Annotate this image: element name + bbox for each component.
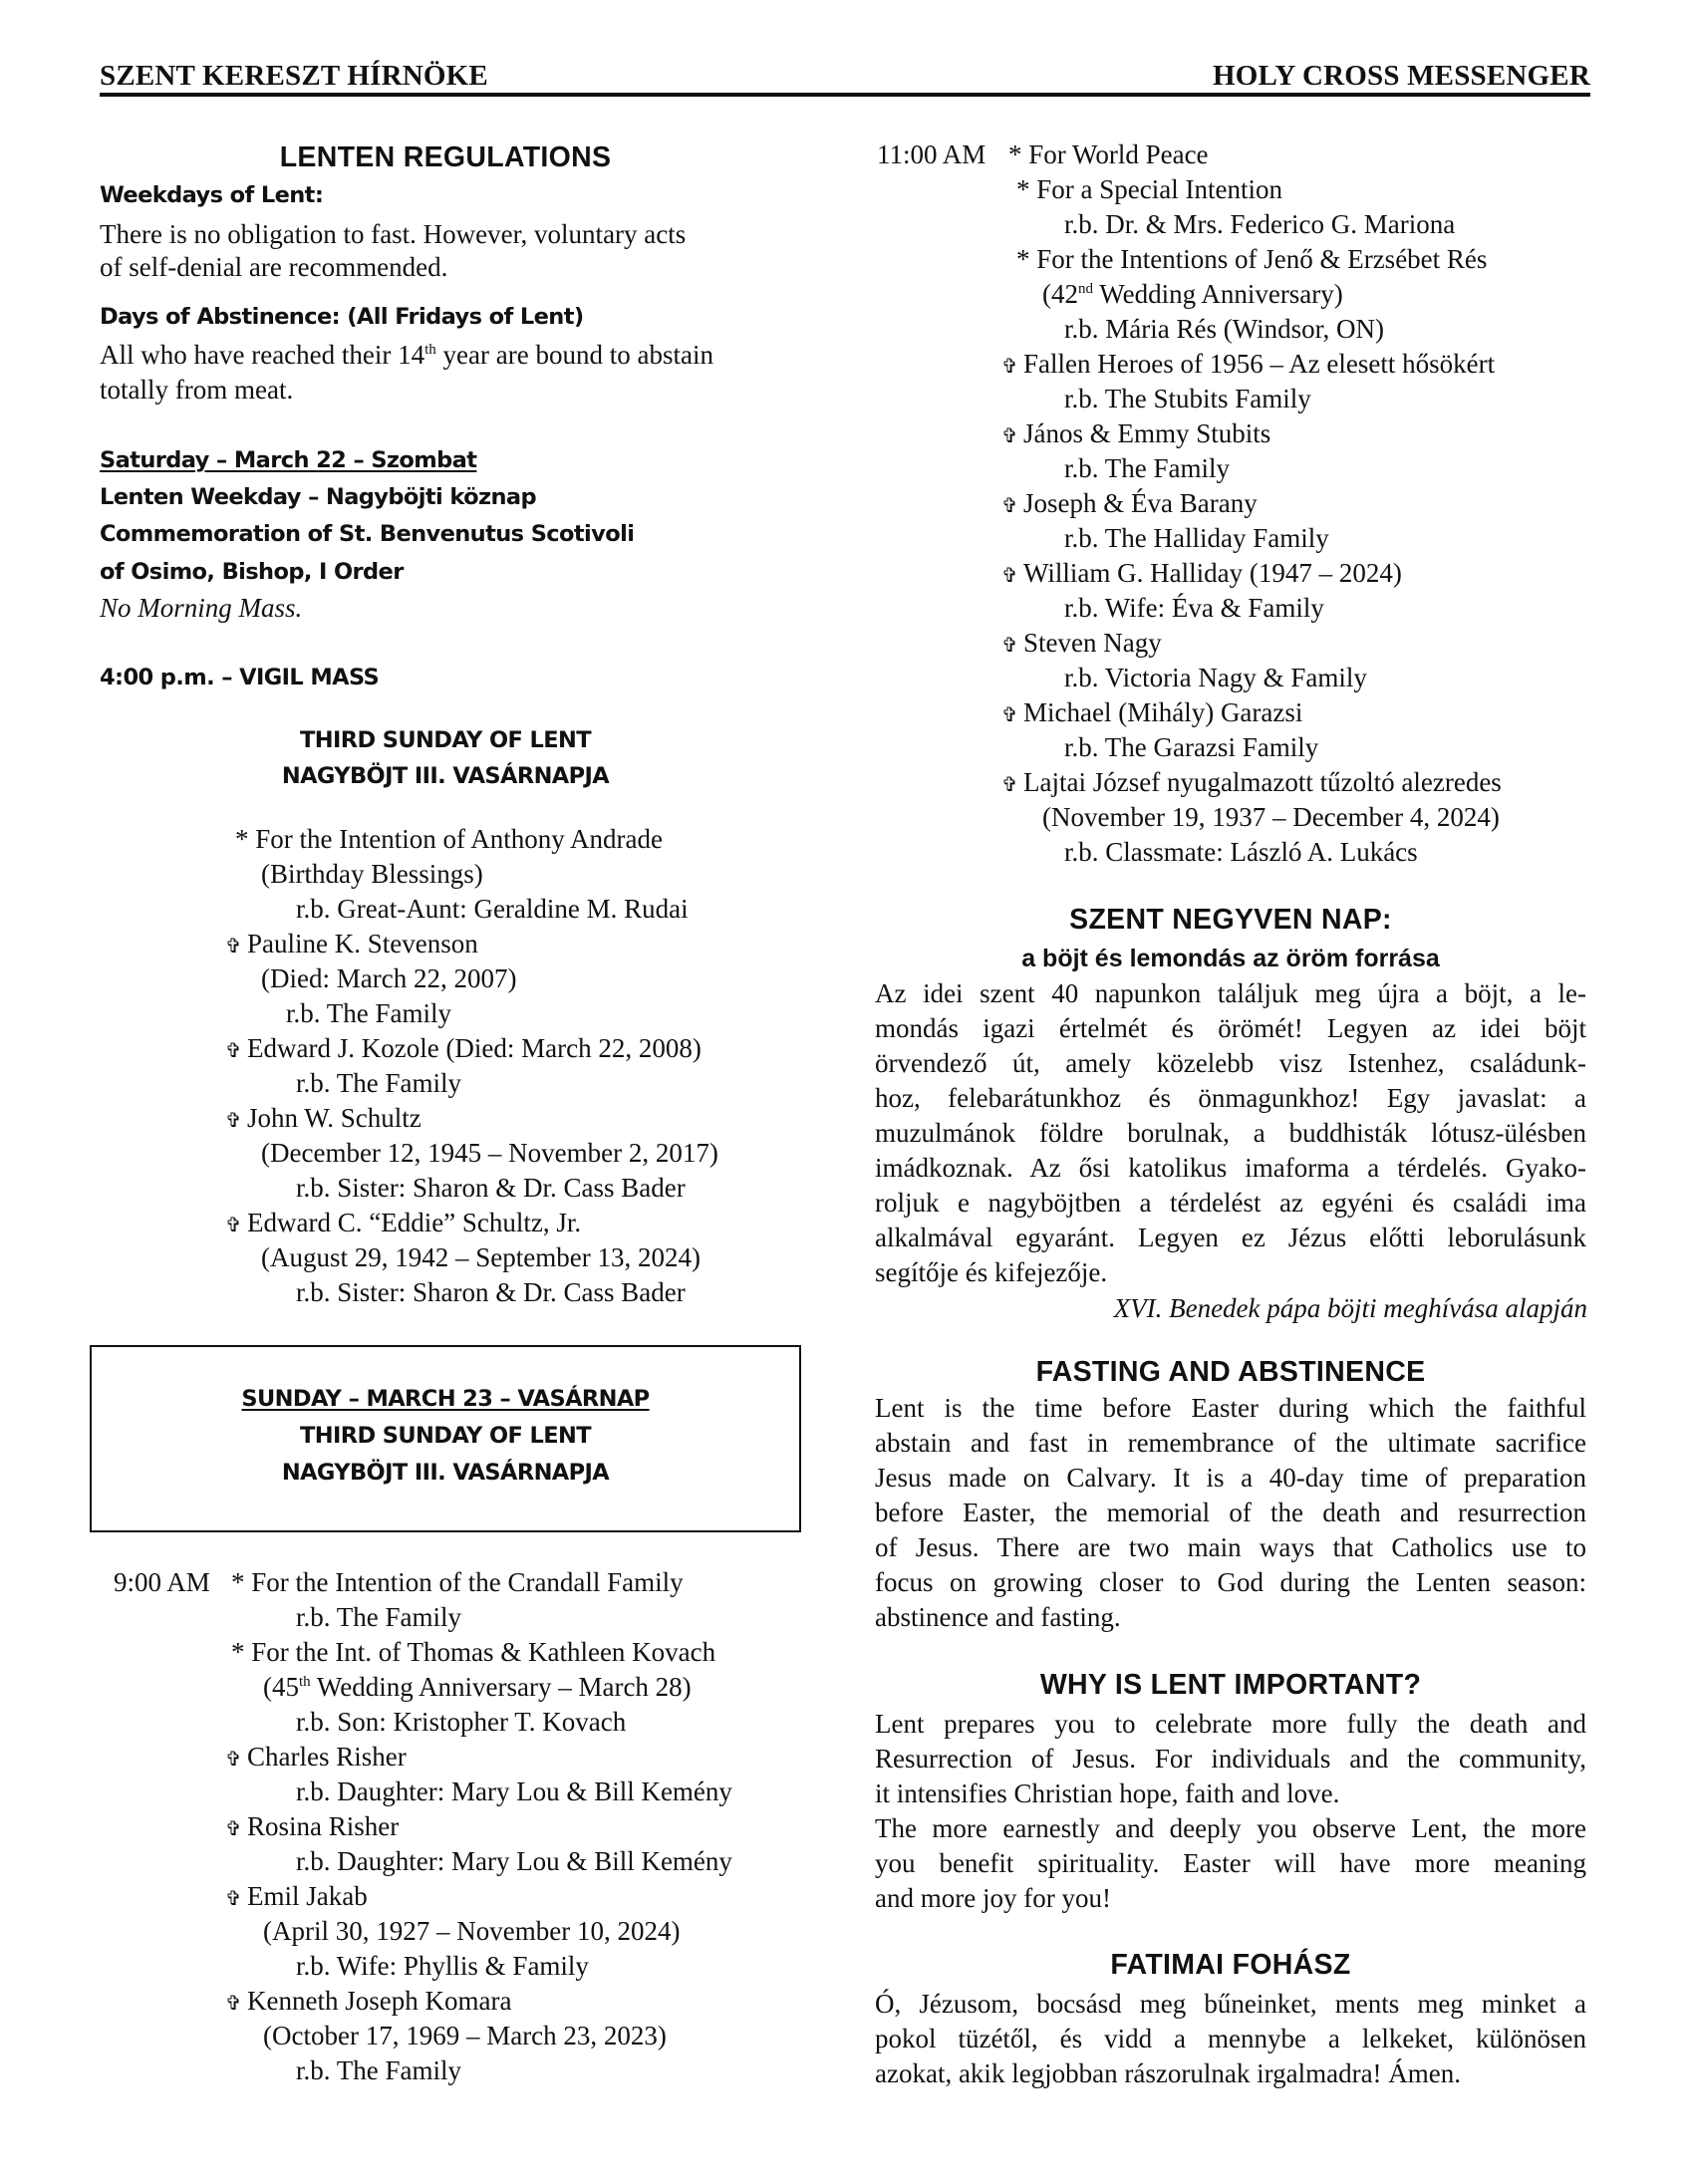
paragraph-line-text: Ó, Jézusom, bocsásd meg bűneinket, ments meg minket a (875, 1989, 1586, 2019)
paragraph-line-text: azokat, akik legjobban rászorulnak irgalmadra! Ámen. (875, 2058, 1462, 2088)
intention-text: Emil Jakab (247, 1881, 368, 1911)
intention-line (1064, 451, 1230, 486)
header-title-hungarian: SZENT KERESZT HÍRNÖKE (100, 60, 488, 92)
saturday-weekday-line: Lenten Weekday – Nagyböjti köznap (100, 484, 536, 510)
intention-line (263, 2019, 667, 2053)
saturday-commemoration-1: Commemoration of St. Benvenutus Scotivoli (100, 521, 635, 547)
weekdays-heading: Weekdays of Lent: (100, 182, 324, 208)
intention-text: Wedding Anniversary) (1093, 279, 1343, 309)
intention-line (1064, 207, 1455, 242)
intention-text: r.b. Mária Rés (Windsor, ON) (1064, 314, 1385, 344)
saturday-note: No Morning Mass. (100, 593, 303, 623)
intention-text: (October 17, 1969 – March 23, 2023) (263, 2021, 667, 2050)
sunday-feast-1: THIRD SUNDAY OF LENT (300, 1423, 591, 1449)
intention-line (261, 961, 516, 996)
intention-text: Kenneth Joseph Komara (247, 1986, 512, 2016)
intention-line (1008, 137, 1209, 172)
paragraph-line (875, 1391, 1586, 1426)
paragraph-line-text: and more joy for you! (875, 1883, 1111, 1913)
ordinal-suffix: nd (1078, 281, 1093, 297)
intention-line (225, 1031, 702, 1066)
intention-text: Steven Nagy (1023, 628, 1162, 658)
intention-text: r.b. Victoria Nagy & Family (1064, 663, 1367, 692)
intention-line (296, 1275, 686, 1310)
intention-line (286, 996, 451, 1031)
mass-time-11am: 11:00 AM (877, 139, 986, 169)
sunday-feast-2: NAGYBÖJT III. VASÁRNAPJA (281, 1460, 610, 1486)
intention-text: Pauline K. Stevenson (247, 929, 478, 958)
intention-line (1001, 626, 1162, 661)
paragraph-line (875, 1116, 1586, 1151)
intention-text: (Birthday Blessings) (261, 859, 483, 889)
asterisk-icon: * (231, 1567, 252, 1597)
intention-line (1064, 382, 1311, 416)
paragraph-line (875, 1707, 1586, 1742)
paragraph-line-text: Lent is the time before Easter during which the faithful (875, 1393, 1586, 1423)
abstinence-text-1 (100, 338, 713, 373)
intention-line (1001, 486, 1258, 521)
paragraph-line-text: Az idei szent 40 napunkon találjuk meg újra a böjt, a le- (875, 978, 1586, 1008)
abstinence-text-post: year are bound to abstain (435, 340, 713, 370)
intention-text: r.b. Wife: Phyllis & Family (296, 1951, 589, 1981)
asterisk-icon: * (235, 824, 256, 854)
latin-cross-icon: ✞ (1001, 563, 1018, 587)
paragraph-line (875, 1530, 1586, 1565)
mass-time-9am: 9:00 AM (114, 1567, 210, 1597)
intention-text: r.b. The Family (1064, 453, 1230, 483)
intention-text: r.b. Sister: Sharon & Dr. Cass Bader (296, 1173, 686, 1203)
paragraph-line (875, 2022, 1586, 2056)
intention-line (231, 1635, 715, 1670)
szent-negyven-nap-attribution: XVI. Benedek pápa böjti meghívása alapján (1113, 1293, 1587, 1323)
weekdays-text-1: There is no obligation to fast. However, voluntary acts (100, 219, 687, 249)
fatimai-title: FATIMAI FOHÁSZ (1110, 1949, 1351, 1981)
intention-line (1001, 347, 1495, 382)
paragraph-line-text: hoz, felebarátunkhoz és önmagunkhoz! Egy javaslat: a (875, 1083, 1586, 1113)
paragraph-line (875, 976, 1586, 1011)
intention-line (1016, 242, 1487, 277)
intention-text: (November 19, 1937 – December 4, 2024) (1042, 802, 1500, 832)
intention-line (225, 1879, 368, 1914)
intention-text: r.b. Daughter: Mary Lou & Bill Kemény (296, 1776, 732, 1806)
intention-text: For the Intentions of Jenő & Erzsébet Rés (1036, 244, 1488, 274)
why-lent-title: WHY IS LENT IMPORTANT? (1039, 1669, 1422, 1701)
paragraph-line-text: Lent prepares you to celebrate more fully the death and (875, 1709, 1586, 1739)
intention-text: r.b. Dr. & Mrs. Federico G. Mariona (1064, 209, 1456, 239)
latin-cross-icon: ✞ (225, 934, 242, 957)
abstinence-heading: Days of Abstinence: (All Fridays of Lent) (100, 304, 584, 330)
intention-line (1001, 556, 1402, 591)
intention-text: r.b. Great-Aunt: Geraldine M. Rudai (296, 894, 689, 924)
intention-line (1042, 800, 1500, 835)
asterisk-icon: * (231, 1637, 252, 1667)
intention-text: Michael (Mihály) Garazsi (1023, 697, 1303, 727)
intention-line (231, 1565, 684, 1600)
intention-text: r.b. The Halliday Family (1064, 523, 1329, 553)
intention-line (296, 2053, 461, 2088)
intention-text: For the Int. of Thomas & Kathleen Kovach (251, 1637, 716, 1667)
paragraph-line (875, 1987, 1586, 2022)
latin-cross-icon: ✞ (1001, 493, 1018, 517)
paragraph-line-text: pokol tüzétől, és vidd a mennybe a lelkeket, különösen (875, 2024, 1586, 2053)
intention-text: Edward C. “Eddie” Schultz, Jr. (247, 1208, 582, 1237)
intention-text: Rosina Risher (247, 1811, 400, 1841)
paragraph-line (875, 1221, 1586, 1255)
sunday-date-line: SUNDAY – MARCH 23 – VASÁRNAP (241, 1386, 650, 1412)
paragraph-line (875, 1426, 1586, 1461)
fasting-title: FASTING AND ABSTINENCE (1035, 1356, 1426, 1388)
intention-text: (August 29, 1942 – September 13, 2024) (261, 1242, 701, 1272)
intention-line (225, 1809, 399, 1844)
szent-negyven-nap-subtitle: a böjt és lemondás az öröm forrása (1021, 945, 1440, 972)
intention-text: For a Special Intention (1036, 174, 1282, 204)
intention-line (1064, 835, 1418, 870)
latin-cross-icon: ✞ (225, 1747, 242, 1771)
paragraph-line-text: of Jesus. There are two main ways that Catholics use to (875, 1532, 1586, 1562)
paragraph-line-text: abstain and fast in remembrance of the ultimate sacrifice (875, 1428, 1586, 1458)
intention-line (296, 1949, 589, 1984)
intention-line (261, 1240, 701, 1275)
paragraph-line-text: focus on growing closer to God during the Lenten season: (875, 1567, 1586, 1597)
asterisk-icon: * (1008, 139, 1029, 169)
latin-cross-icon: ✞ (1001, 702, 1018, 726)
intention-line (296, 1844, 732, 1879)
ordinal-suffix: th (299, 1674, 311, 1690)
paragraph-line (875, 1186, 1586, 1221)
asterisk-icon: * (1016, 244, 1037, 274)
paragraph-line (875, 1151, 1586, 1186)
paragraph-line (875, 1846, 1586, 1881)
latin-cross-icon: ✞ (225, 1991, 242, 2015)
intention-text: Lajtai József nyugalmazott tűzoltó alezredes (1023, 767, 1502, 797)
saturday-feast-1: THIRD SUNDAY OF LENT (300, 727, 591, 753)
intention-text: John W. Schultz (247, 1103, 422, 1133)
paragraph-line-text: abstinence and fasting. (875, 1602, 1121, 1632)
paragraph-line (875, 1255, 1586, 1290)
latin-cross-icon: ✞ (225, 1816, 242, 1840)
intention-text-pre: (45 (263, 1672, 299, 1702)
intention-line (225, 1206, 581, 1240)
intention-line (263, 1914, 680, 1949)
latin-cross-icon: ✞ (225, 1038, 242, 1062)
abstinence-text-pre: All who have reached their 14 (100, 340, 425, 370)
intention-line (1001, 695, 1302, 730)
intention-line (296, 1171, 686, 1206)
intention-text: r.b. The Family (296, 1602, 461, 1632)
intention-line (225, 927, 478, 961)
intention-text: Charles Risher (247, 1742, 407, 1772)
latin-cross-icon: ✞ (1001, 633, 1018, 657)
saturday-feast-2: NAGYBÖJT III. VASÁRNAPJA (281, 763, 610, 789)
intention-text: János & Emmy Stubits (1023, 418, 1271, 448)
intention-line (1042, 277, 1343, 312)
paragraph-line-text: Jesus made on Calvary. It is a 40-day time of preparation (875, 1463, 1586, 1493)
intention-text: r.b. The Family (296, 2055, 461, 2085)
intention-line (263, 1670, 692, 1705)
paragraph-line (875, 1461, 1586, 1496)
intention-text: r.b. The Family (286, 998, 451, 1028)
paragraph-line (875, 1776, 1586, 1811)
intention-text: Wedding Anniversary – March 28) (310, 1672, 692, 1702)
paragraph-line (875, 1081, 1586, 1116)
latin-cross-icon: ✞ (1001, 354, 1018, 378)
intention-text: (December 12, 1945 – November 2, 2017) (261, 1138, 718, 1168)
paragraph-line (875, 1742, 1586, 1776)
weekdays-text-2: of self-denial are recommended. (100, 252, 448, 282)
intention-text-pre: (42 (1042, 279, 1078, 309)
intention-line (1001, 416, 1270, 451)
latin-cross-icon: ✞ (225, 1213, 242, 1236)
asterisk-icon: * (1016, 174, 1037, 204)
intention-line (1064, 661, 1367, 695)
paragraph-line-text: it intensifies Christian hope, faith and love. (875, 1778, 1340, 1808)
paragraph-line-text: örvendező út, amely közelebb visz Istenhez, családunk- (875, 1048, 1586, 1078)
intention-text: Edward J. Kozole (Died: March 22, 2008) (247, 1033, 702, 1063)
intention-text: Joseph & Éva Barany (1023, 488, 1258, 518)
paragraph-line (875, 1811, 1586, 1846)
paragraph-line (875, 1496, 1586, 1530)
saturday-commemoration-2: of Osimo, Bishop, I Order (100, 559, 404, 585)
intention-line (1064, 591, 1324, 626)
intention-line (1064, 312, 1384, 347)
intention-line (1064, 730, 1318, 765)
paragraph-line-text: Resurrection of Jesus. For individuals and the community, (875, 1744, 1586, 1774)
paragraph-line-text: segítője és kifejezője. (875, 1257, 1108, 1287)
intention-text: r.b. Classmate: László A. Lukács (1064, 837, 1418, 867)
paragraph-line (875, 1046, 1586, 1081)
paragraph-line (875, 2056, 1586, 2091)
abstinence-ordinal: th (424, 342, 436, 358)
intention-text: (April 30, 1927 – November 10, 2024) (263, 1916, 681, 1946)
paragraph-line-text: imádkoznak. Az ősi katolikus imaforma a térdelés. Gyako- (875, 1153, 1586, 1183)
intention-line (296, 1774, 732, 1809)
paragraph-line (875, 1600, 1586, 1635)
intention-line (225, 1740, 407, 1774)
header-rule (100, 93, 1590, 97)
latin-cross-icon: ✞ (225, 1886, 242, 1910)
latin-cross-icon: ✞ (1001, 423, 1018, 447)
paragraph-line (875, 1881, 1586, 1916)
vigil-mass-line: 4:00 p.m. – VIGIL MASS (100, 665, 380, 690)
intention-text: r.b. Sister: Sharon & Dr. Cass Bader (296, 1277, 686, 1307)
intention-text: William G. Halliday (1947 – 2024) (1023, 558, 1402, 588)
intention-text: r.b. Daughter: Mary Lou & Bill Kemény (296, 1846, 732, 1876)
saturday-date-line: Saturday – March 22 – Szombat (100, 447, 477, 473)
lenten-regulations-title: LENTEN REGULATIONS (279, 141, 612, 173)
intention-text: r.b. The Garazsi Family (1064, 732, 1319, 762)
intention-line (1001, 765, 1502, 800)
intention-text: For World Peace (1028, 139, 1209, 169)
intention-line (296, 1705, 626, 1740)
abstinence-text-2: totally from meat. (100, 375, 294, 405)
intention-line (225, 1984, 511, 2019)
intention-line (1064, 521, 1329, 556)
intention-line (296, 1600, 461, 1635)
intention-line (261, 857, 483, 892)
paragraph-line-text: before Easter, the memorial of the death and resurrection (875, 1498, 1586, 1527)
latin-cross-icon: ✞ (1001, 772, 1018, 796)
intention-line (296, 892, 689, 927)
szent-negyven-nap-title: SZENT NEGYVEN NAP: (1069, 904, 1392, 936)
paragraph-line-text: The more earnestly and deeply you observe Lent, the more (875, 1813, 1586, 1843)
intention-line (296, 1066, 461, 1101)
intention-line (235, 822, 663, 857)
intention-text: Fallen Heroes of 1956 – Az elesett hősökért (1023, 349, 1496, 379)
paragraph-line-text: mondás igazi értelmét és örömét! Legyen az idei böjt (875, 1013, 1586, 1043)
paragraph-line-text: muzulmánok földre borulnak, a buddhisták lótusz-ülésben (875, 1118, 1586, 1148)
paragraph-line-text: alkalmával egyaránt. Legyen ez Jézus előtti leborulásunk (875, 1223, 1586, 1252)
latin-cross-icon: ✞ (225, 1108, 242, 1132)
paragraph-line (875, 1565, 1586, 1600)
intention-text: r.b. Son: Kristopher T. Kovach (296, 1707, 627, 1737)
intention-text: For the Intention of the Crandall Family (251, 1567, 684, 1597)
intention-text: r.b. Wife: Éva & Family (1064, 593, 1324, 623)
intention-line (225, 1101, 422, 1136)
paragraph-line-text: roljuk e nagyböjtben a térdelést az egyéni és családi ima (875, 1188, 1586, 1218)
paragraph-line (875, 1011, 1586, 1046)
intention-text: r.b. The Family (296, 1068, 461, 1098)
intention-line (1016, 172, 1282, 207)
intention-text: r.b. The Stubits Family (1064, 384, 1311, 413)
intention-line (261, 1136, 718, 1171)
paragraph-line-text: you benefit spirituality. Easter will have more meaning (875, 1848, 1586, 1878)
intention-text: For the Intention of Anthony Andrade (255, 824, 663, 854)
intention-text: (Died: March 22, 2007) (261, 963, 517, 993)
header-title-english: HOLY CROSS MESSENGER (1213, 60, 1590, 92)
